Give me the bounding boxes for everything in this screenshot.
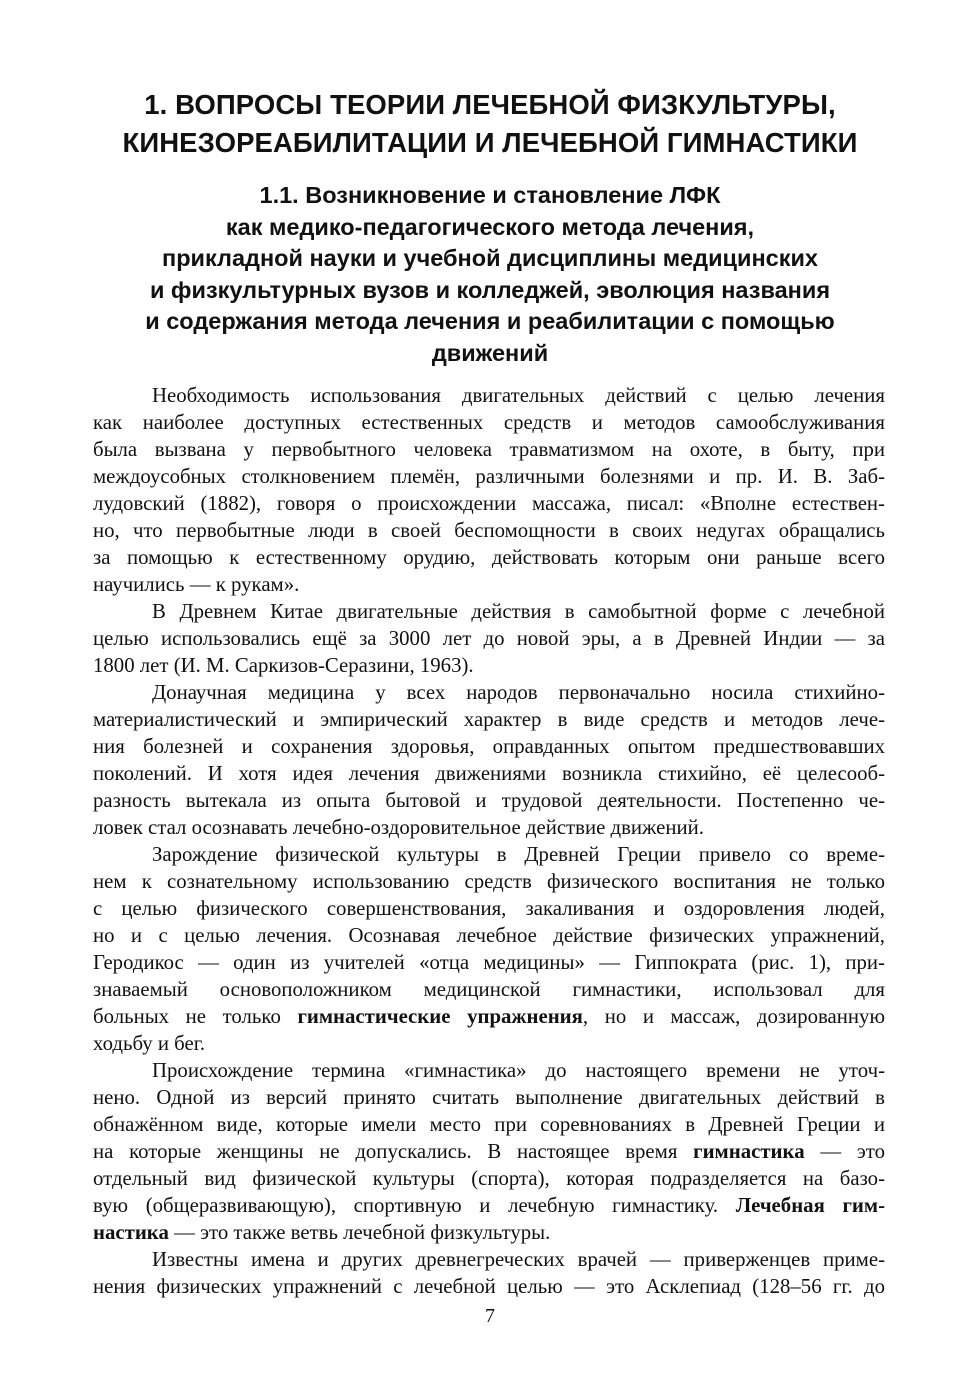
body-text <box>93 382 885 1300</box>
bold-term: гимнастика <box>693 1140 805 1163</box>
chapter-heading <box>60 86 920 162</box>
text-line: целью использовались ещё за 3000 лет до новой эры, а в Древней Индии — за <box>93 627 885 650</box>
section-heading-line: движений <box>431 339 549 366</box>
section-heading-line: и физкультурных вузов и колледжей, эволюция названия <box>149 276 831 303</box>
section-heading <box>60 180 920 369</box>
section-heading-line: и содержания метода лечения и реабилитации с помощью <box>145 308 835 334</box>
text-line: нем к сознательному использованию средств физического воспитания не только <box>93 870 885 893</box>
text-line: научились — к рукам». <box>93 573 300 596</box>
bold-term: Лечебная гим- <box>735 1194 885 1217</box>
text-line: Донаучная медицина у всех народов первоначально носила стихийно- <box>152 681 885 704</box>
text-line: Происхождение термина «гимнастика» до настоящего времени не уточ- <box>152 1059 885 1082</box>
text-line: настика — это также ветвь лечебной физкультуры. <box>93 1221 551 1244</box>
text-line: ния болезней и сохранения здоровья, оправданных опытом предшествовавших <box>93 735 885 758</box>
text-line: ходьбу и бег. <box>93 1032 206 1055</box>
text-line: знаваемый основоположником медицинской гимнастики, использовал для <box>93 978 885 1001</box>
text-line: вую (общеразвивающую), спортивную и лечебную гимнастику. Лечебная гим- <box>93 1194 885 1217</box>
text-line: Зарождение физической культуры в Древней Греции привело со време- <box>152 843 885 866</box>
paragraph <box>93 598 885 679</box>
text-line: В Древнем Китае двигательные действия в самобытной форме с лечебной <box>152 600 885 623</box>
text-line: разность вытекала из опыта бытовой и трудовой деятельности. Постепенно че- <box>93 789 885 812</box>
paragraph <box>93 679 885 841</box>
chapter-heading-line: 1. ВОПРОСЫ ТЕОРИИ ЛЕЧЕБНОЙ ФИЗКУЛЬТУРЫ, <box>144 89 836 120</box>
text-line: за помощью к естественному орудию, действовать которым они раньше всего <box>93 546 885 569</box>
text-line: на которые женщины не допускались. В настоящее время гимнастика — это <box>93 1140 885 1163</box>
paragraph <box>93 1246 885 1300</box>
bold-term: настика <box>93 1221 169 1244</box>
text-line: отдельный вид физической культуры (спорта), которая подразделяется на базо- <box>93 1167 885 1190</box>
paragraph <box>93 1057 885 1246</box>
text-line: была вызвана у первобытного человека травматизмом на охоте, в быту, при <box>93 438 885 461</box>
page-number: 7 <box>485 1305 495 1327</box>
section-heading-line: как медико-педагогического метода лечения, <box>225 213 755 240</box>
paragraph <box>93 841 885 1057</box>
text-line: обнажённом виде, которые имели место при соревнованиях в Древней Греции и <box>93 1113 885 1136</box>
text-line: Необходимость использования двигательных действий с целью лечения <box>152 384 885 407</box>
text-line: поколений. И хотя идея лечения движениями возникла стихийно, её целесооб- <box>93 762 885 785</box>
text-line: нения физических упражнений с лечебной целью — это Асклепиад (128–56 гг. до <box>93 1275 885 1298</box>
paragraph <box>93 382 885 598</box>
text-line: ловек стал осознавать лечебно-оздоровительное действие движений. <box>93 816 704 839</box>
text-line: материалистический и эмпирический характер в виде средств и методов лече- <box>93 708 885 731</box>
section-heading-line: прикладной науки и учебной дисциплины медицинских <box>162 245 818 271</box>
bold-term: гимнастические упражнения <box>297 1005 583 1028</box>
text-line: Известны имена и других древнегреческих врачей — приверженцев приме- <box>152 1248 885 1271</box>
text-line: с целью физического совершенствования, закаливания и оздоровления людей, <box>93 897 885 920</box>
text-line: 1800 лет (И. М. Саркизов-Серазини, 1963). <box>93 654 474 677</box>
text-line: Геродикос — один из учителей «отца медицины» — Гиппократа (рис. 1), при- <box>93 951 885 974</box>
text-line: междоусобных столкновением племён, различными болезнями и пр. И. В. Заб- <box>93 465 885 488</box>
text-line: как наиболее доступных естественных средств и методов самообслуживания <box>93 411 885 434</box>
text-line: лудовский (1882), говоря о происхождении массажа, писал: «Вполне естествен- <box>93 492 885 515</box>
section-heading-line: 1.1. Возникновение и становление ЛФК <box>259 182 721 208</box>
text-line: но и с целью лечения. Осознавая лечебное действие физических упражнений, <box>93 924 885 947</box>
text-line: нено. Одной из версий принято считать выполнение двигательных действий в <box>93 1086 885 1109</box>
chapter-heading-line: КИНЕЗОРЕАБИЛИТАЦИИ И ЛЕЧЕБНОЙ ГИМНАСТИКИ <box>122 127 858 158</box>
text-line: но, что первобытные люди в своей беспомощности в своих недугах обращались <box>93 519 885 542</box>
text-line: больных не только гимнастические упражнения, но и массаж, дозированную <box>93 1005 885 1028</box>
